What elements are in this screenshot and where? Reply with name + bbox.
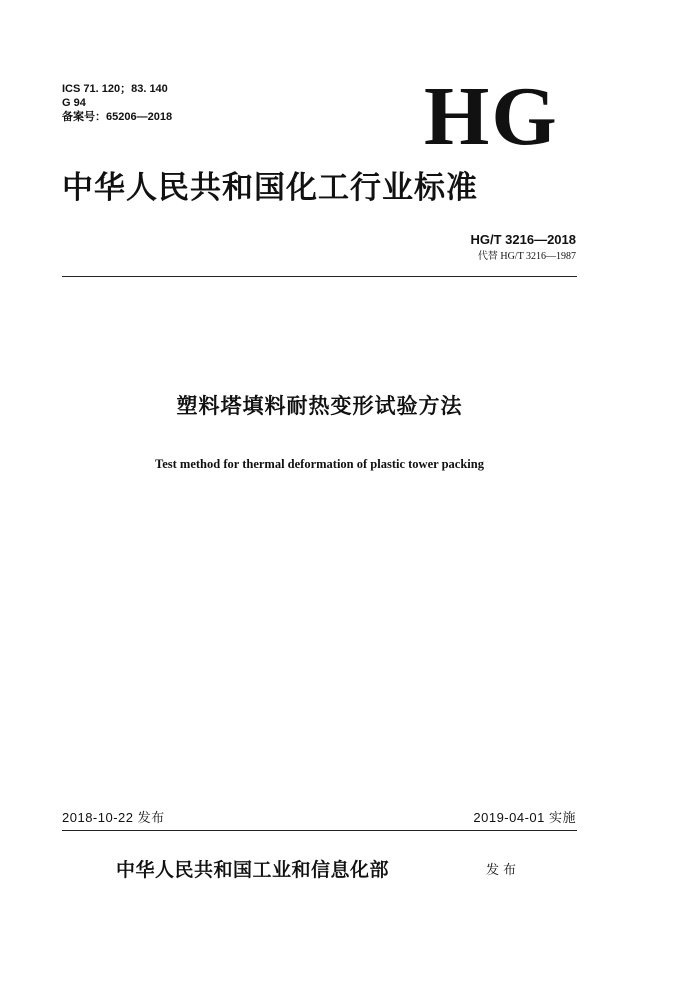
effective-date: 2019-04-01 实施 [473,810,576,825]
issue-date: 2018-10-22 发布 [62,810,165,825]
standard-category: 中华人民共和国化工行业标准 [62,170,478,206]
hg-logo: HG [424,70,559,163]
top-divider [62,276,577,277]
filing-number: 备案号：65206—2018 [62,111,173,123]
publish-label: 发布 [486,863,521,878]
title-chinese: 塑料塔填料耐热变形试验方法 [176,394,463,418]
replaces-standard: 代替 HG/T 3216—1987 [477,251,576,262]
title-english: Test method for thermal deformation of plastic tower packing [155,457,484,471]
bottom-divider [62,830,577,831]
ics-code: ICS 71. 120；83. 140 [62,83,168,95]
issuing-authority: 中华人民共和国工业和信息化部 [116,859,390,881]
ccs-code: G 94 [62,97,86,109]
standard-number: HG/T 3216—2018 [470,232,576,247]
